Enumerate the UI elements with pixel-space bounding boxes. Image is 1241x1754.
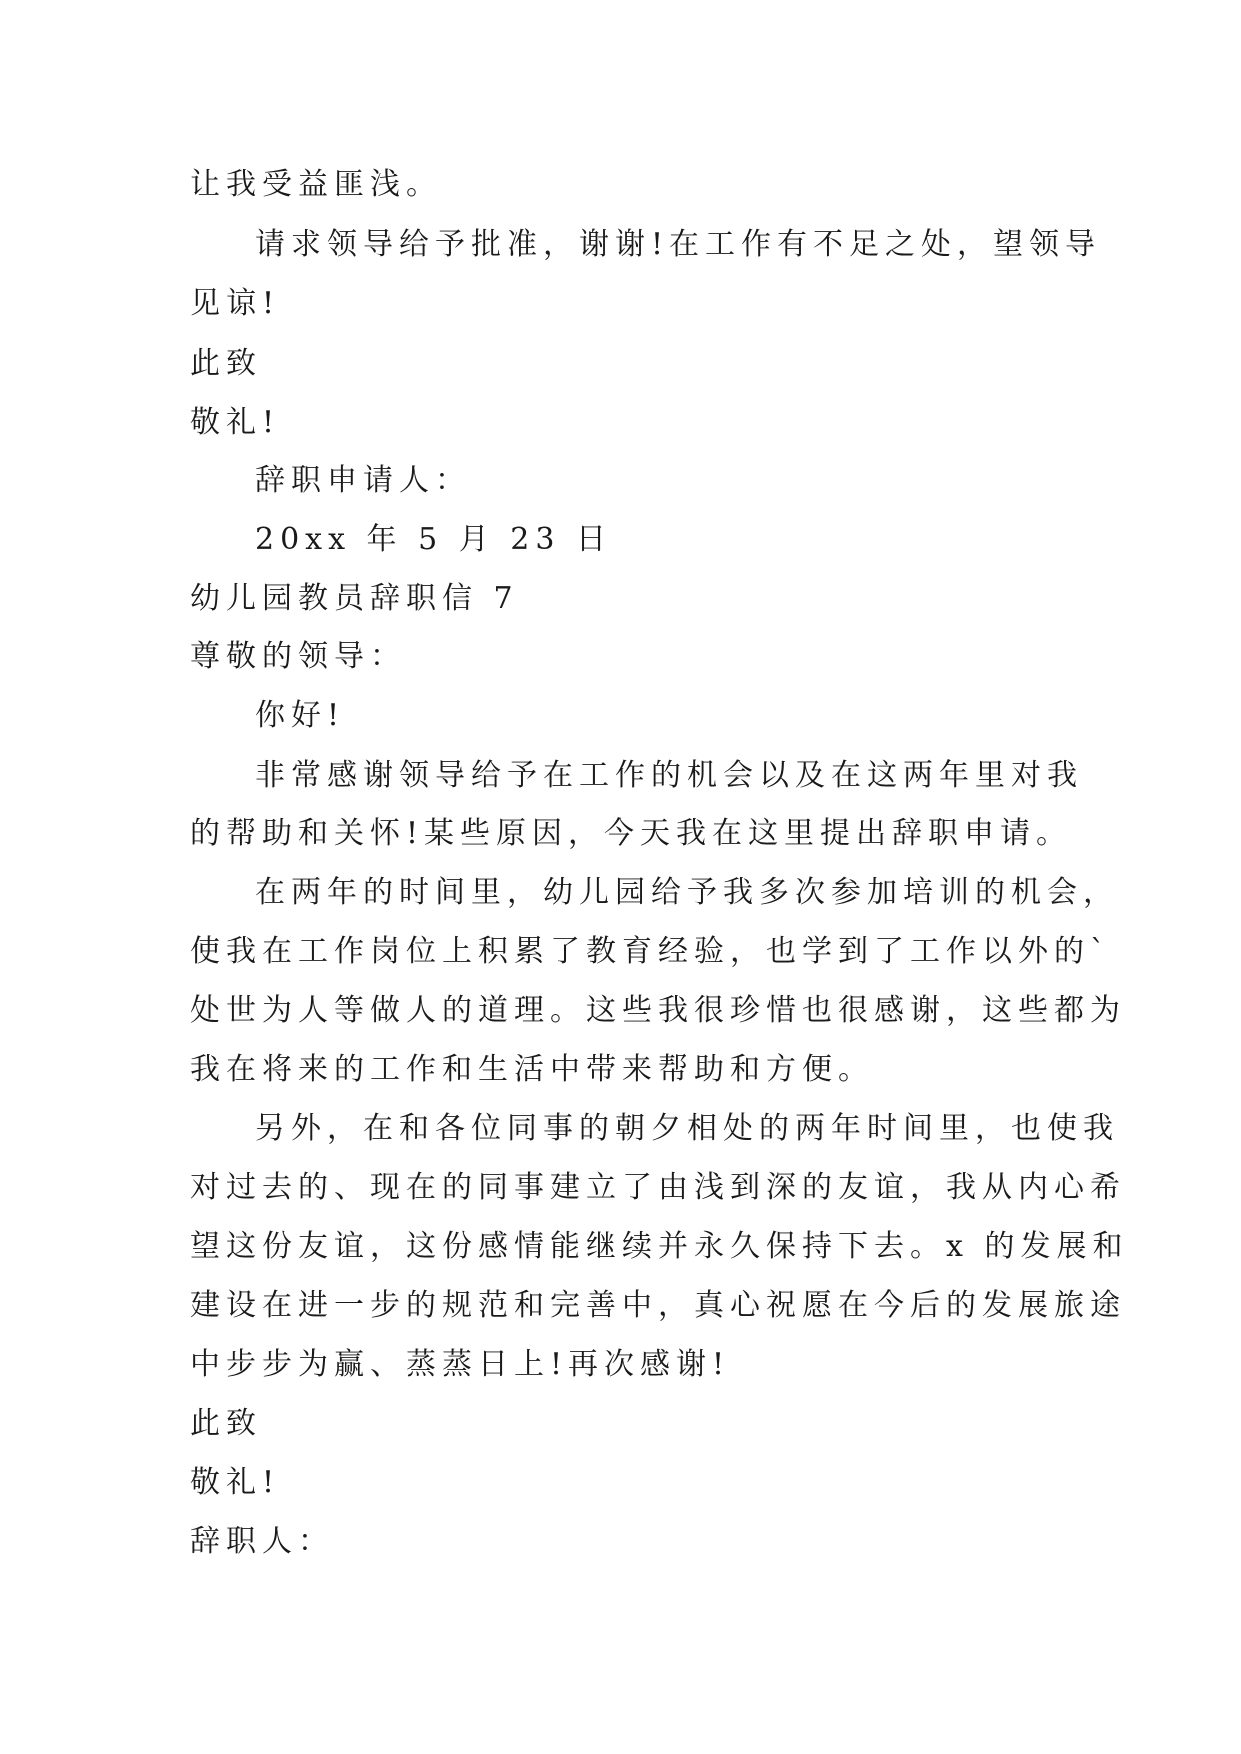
body-text-line: 我在将来的工作和生活中带来帮助和方便。 <box>190 1052 874 1087</box>
body-text-line: 处世为人等做人的道理。这些我很珍惜也很感谢，这些都为 <box>190 993 1126 1028</box>
body-text-line: 见谅! <box>190 286 281 321</box>
body-text-line: 非常感谢领导给予在工作的机会以及在这两年里对我 <box>255 758 1083 793</box>
body-text-line: 中步步为赢、蒸蒸日上!再次感谢! <box>190 1347 731 1382</box>
body-text-line: 望这份友谊，这份感情能继续并永久保持下去。x 的发展和 <box>190 1229 1129 1264</box>
body-text-line: 建设在进一步的规范和完善中，真心祝愿在今后的发展旅途 <box>190 1288 1126 1323</box>
body-text-line: 请求领导给予批准，谢谢!在工作有不足之处，望领导 <box>255 227 1102 262</box>
date-line: 20xx 年 5 月 23 日 <box>255 522 612 557</box>
recipient-greeting: 尊敬的领导： <box>190 639 406 674</box>
signature-label: 辞职申请人： <box>255 463 471 498</box>
body-text-line: 使我在工作岗位上积累了教育经验，也学到了工作以外的` <box>190 934 1111 969</box>
closing-regards: 敬礼! <box>190 1465 281 1500</box>
closing-salutation: 此致 <box>190 1406 262 1441</box>
closing-regards: 敬礼! <box>190 405 281 440</box>
signature-label: 辞职人： <box>190 1524 334 1559</box>
body-text-line: 另外，在和各位同事的朝夕相处的两年时间里，也使我 <box>255 1111 1119 1146</box>
body-text-line: 对过去的、现在的同事建立了由浅到深的友谊，我从内心希 <box>190 1170 1126 1205</box>
body-text-line: 让我受益匪浅。 <box>190 167 442 202</box>
greeting-line: 你好! <box>255 698 346 733</box>
closing-salutation: 此致 <box>190 346 262 381</box>
body-text-line: 的帮助和关怀!某些原因，今天我在这里提出辞职申请。 <box>190 816 1073 851</box>
letter-title: 幼儿园教员辞职信 7 <box>190 581 519 616</box>
body-text-line: 在两年的时间里，幼儿园给予我多次参加培训的机会， <box>255 875 1119 910</box>
